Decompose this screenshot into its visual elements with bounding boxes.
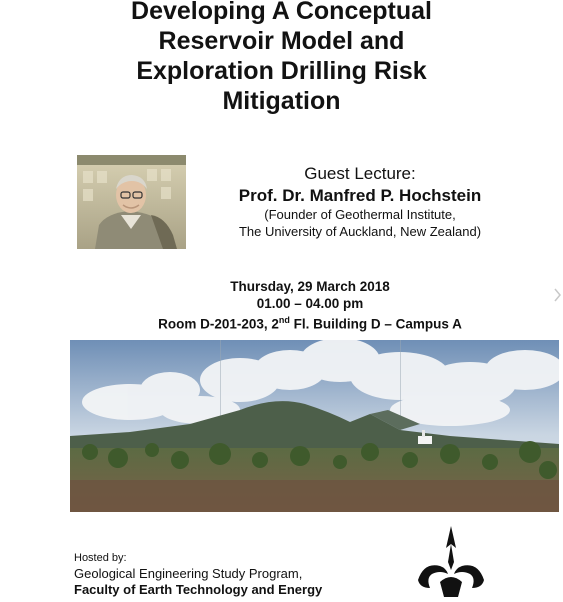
room-prefix: Room D-201-203, 2 <box>158 316 279 332</box>
room-suffix: Fl. Building D – Campus A <box>289 316 462 332</box>
speaker-affiliation-1: (Founder of Geothermal Institute, <box>264 207 456 222</box>
event-details <box>100 278 520 333</box>
host-faculty: Faculty of Earth Technology and Energy <box>74 582 323 597</box>
speaker-portrait <box>77 155 186 249</box>
host-info <box>74 550 322 598</box>
room-floor-suffix: nd <box>278 315 290 325</box>
title-line-4: Mitigation <box>222 87 341 115</box>
title-line-2: Reservoir Model and <box>158 27 405 55</box>
speaker-photo <box>77 155 186 249</box>
host-program: Geological Engineering Study Program, <box>74 566 303 581</box>
speaker-name: Prof. Dr. Manfred P. Hochstein <box>238 186 482 205</box>
university-emblem-icon <box>410 522 492 597</box>
event-time: 01.00 – 04.00 pm <box>256 296 364 311</box>
title-line-1: Developing A Conceptual <box>131 0 432 25</box>
landscape-photo <box>70 340 559 512</box>
landscape-illustration <box>70 340 559 512</box>
title-line-3: Exploration Drilling Risk <box>136 57 427 85</box>
hosted-by-label: Hosted by: <box>74 552 127 564</box>
speaker-affiliation-2: The University of Auckland, New Zealand) <box>238 224 482 239</box>
poster-title <box>0 0 563 116</box>
guest-lecture-label: Guest Lecture: <box>304 164 416 183</box>
event-date: Thursday, 29 March 2018 <box>230 279 390 294</box>
speaker-info <box>212 164 508 240</box>
event-room <box>100 312 520 333</box>
chevron-right-icon[interactable] <box>554 287 562 303</box>
